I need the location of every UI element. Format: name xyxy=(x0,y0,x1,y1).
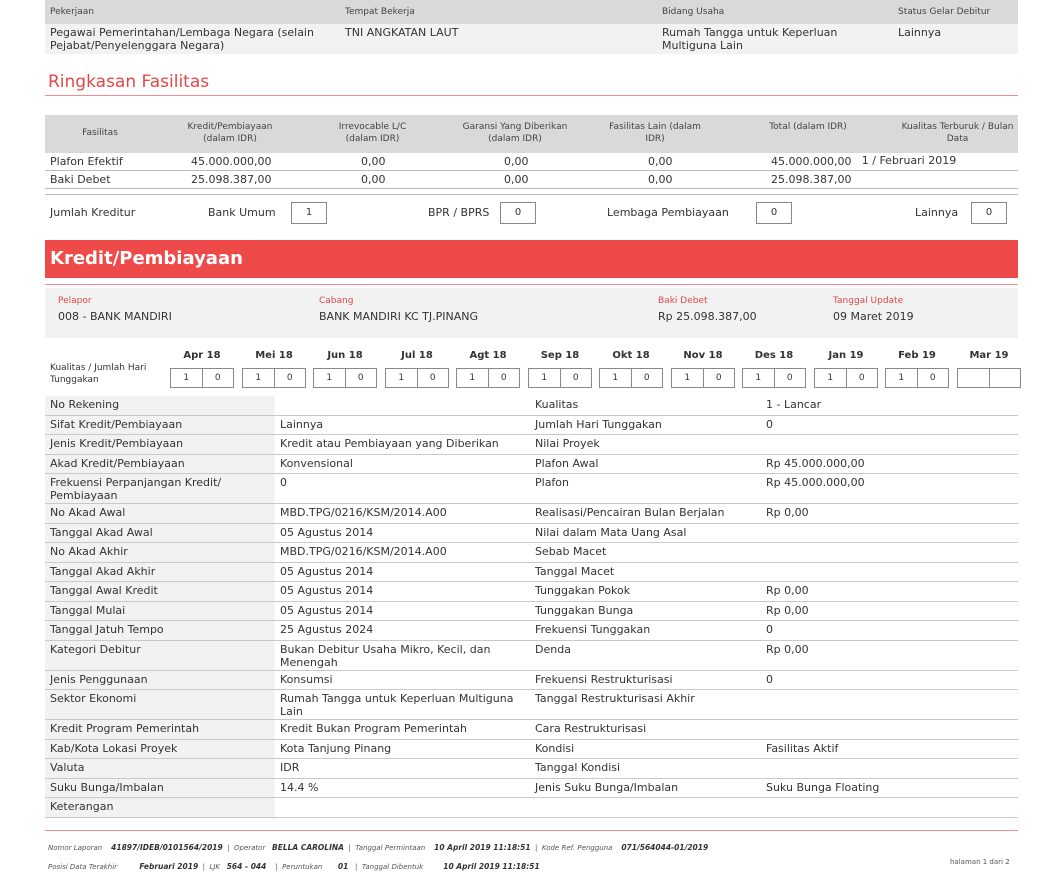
detail-row xyxy=(45,690,1018,720)
detail-label: Jenis Penggunaan xyxy=(45,671,275,690)
detail-label: Frekuensi Perpanjangan Kredit/ Pembiayaan xyxy=(45,474,275,503)
baki-value: Rp 25.098.387,00 xyxy=(658,310,757,323)
tglminta-label: Tanggal Permintaan xyxy=(355,844,426,852)
quality-value: 1 xyxy=(255,373,262,383)
month-quality-box xyxy=(814,368,878,388)
detail-label: Sifat Kredit/Pembiayaan xyxy=(45,416,275,435)
days-overdue-value: 0 xyxy=(274,369,306,387)
detail-value: 1 - Lancar xyxy=(766,398,822,411)
facility-summary-table xyxy=(45,115,1018,189)
quality-value: 1 xyxy=(827,373,834,383)
detail-label: Tunggakan Bunga xyxy=(535,603,634,617)
detail-row xyxy=(45,504,1018,524)
quality-value xyxy=(958,369,989,387)
detail-label: Tanggal Mulai xyxy=(45,602,275,621)
debtor-job-table xyxy=(45,0,1018,54)
detail-value: Konsumsi xyxy=(280,672,333,686)
detail-value: 05 Agustus 2014 xyxy=(280,564,374,578)
month-label: Okt 18 xyxy=(612,350,650,361)
month-quality-box xyxy=(242,368,306,388)
col-status-gelar: Status Gelar Debitur xyxy=(898,6,991,17)
detail-label: Tanggal Restrukturisasi Akhir xyxy=(535,692,695,705)
lembaga-label: Lembaga Pembiayaan xyxy=(607,206,729,219)
summary-cell: 0,00 xyxy=(361,173,386,186)
cabang-label: Cabang xyxy=(319,296,354,306)
detail-label: Cara Restrukturisasi xyxy=(535,722,647,735)
summary-cell: 25.098.387,00 xyxy=(191,173,272,186)
month-quality-box xyxy=(313,368,377,388)
posisi-label: Posisi Data Terakhir xyxy=(48,863,118,871)
val-status-gelar: Lainnya xyxy=(898,26,942,39)
baki-label: Baki Debet xyxy=(658,296,708,306)
month-quality-box xyxy=(742,368,806,388)
detail-label: Jenis Suku Bunga/Imbalan xyxy=(535,780,679,794)
month-label: Apr 18 xyxy=(183,350,221,361)
days-overdue-value: 0 xyxy=(631,369,663,387)
footer-line-1: Nomor Laporan 41897/IDEB/0101564/2019 | Operator BELLA CAROLINA | Tanggal Permintaan 10 April 2019 11:18:51 | Kode Ref. Pengguna 071/564044-01/2019 xyxy=(48,843,709,852)
detail-label: Jumlah Hari Tunggakan xyxy=(535,417,662,431)
credit-detail-table xyxy=(45,396,1018,818)
detail-value: Lainnya xyxy=(280,417,324,431)
operator-value: BELLA CAROLINA xyxy=(272,843,344,852)
divider xyxy=(45,284,1018,285)
summary-cell: 45.000.000,00 xyxy=(191,155,272,168)
cabang-value: BANK MANDIRI KC TJ.PINANG xyxy=(319,310,478,323)
kredit-section-title: Kredit/Pembiayaan xyxy=(45,240,1018,278)
detail-value: Rp 45.000.000,00 xyxy=(766,476,865,489)
days-overdue-value: 0 xyxy=(488,369,520,387)
pelapor-value: 008 - BANK MANDIRI xyxy=(58,310,172,323)
month-label: Des 18 xyxy=(754,350,794,361)
peruntukan-value: 01 xyxy=(337,862,349,871)
col-bidang-usaha: Bidang Usaha xyxy=(662,6,725,17)
detail-row xyxy=(45,621,1018,641)
summary-cell: 0,00 xyxy=(648,173,673,186)
detail-value: 0 xyxy=(280,476,287,489)
month-label: Jun 18 xyxy=(327,350,363,361)
detail-value: 05 Agustus 2014 xyxy=(280,603,374,617)
detail-value: 25 Agustus 2024 xyxy=(280,623,374,636)
creditor-count-label: Jumlah Kreditur xyxy=(50,206,136,219)
summary-header xyxy=(45,115,1018,153)
detail-label: Sebab Macet xyxy=(535,545,607,558)
month-label: Sep 18 xyxy=(540,350,580,361)
summary-cell: Plafon Efektif xyxy=(50,155,123,168)
nomor-value: 41897/IDEB/0101564/2019 xyxy=(111,843,223,852)
days-overdue-value: 0 xyxy=(846,369,878,387)
detail-label: Kondisi xyxy=(535,741,575,755)
detail-label: Valuta xyxy=(45,759,275,778)
detail-row xyxy=(45,740,1018,760)
detail-label: Nilai dalam Mata Uang Asal xyxy=(535,525,687,539)
ljk-label: LJK xyxy=(209,863,221,871)
detail-value: Rp 0,00 xyxy=(766,506,809,519)
detail-label: Kab/Kota Lokasi Proyek xyxy=(45,740,275,759)
detail-label: Kualitas xyxy=(535,398,579,411)
detail-label: Jenis Kredit/Pembiayaan xyxy=(45,435,275,454)
lainnya-count: 0 xyxy=(971,202,1007,224)
detail-label: Plafon Awal xyxy=(535,456,599,470)
month-quality-box xyxy=(385,368,449,388)
tglbentuk-label: Tanggal Dibentuk xyxy=(361,863,424,871)
days-overdue-value: 0 xyxy=(345,369,377,387)
detail-value: 14.4 % xyxy=(280,780,319,794)
summary-cell: Baki Debet xyxy=(50,173,111,186)
detail-value: 0 xyxy=(766,417,773,431)
detail-label: Plafon xyxy=(535,476,570,489)
quality-value: 1 xyxy=(684,373,691,383)
detail-value: Rp 45.000.000,00 xyxy=(766,456,865,470)
bpr-count: 0 xyxy=(500,202,536,224)
summary-cell: 0,00 xyxy=(504,173,529,186)
quality-value: 1 xyxy=(755,373,762,383)
ljk-value: 564 - 044 xyxy=(226,862,267,871)
month-label: Agt 18 xyxy=(469,350,507,361)
page-number: halaman 1 dari 2 xyxy=(950,858,1010,866)
detail-value: Rp 0,00 xyxy=(766,642,809,656)
days-overdue-value xyxy=(989,369,1021,387)
val-tempat-bekerja: TNI ANGKATAN LAUT xyxy=(345,26,459,39)
summary-cell: 0,00 xyxy=(504,155,529,168)
detail-row xyxy=(45,582,1018,602)
detail-row xyxy=(45,524,1018,544)
days-overdue-value: 0 xyxy=(560,369,592,387)
detail-value: Kredit atau Pembiayaan yang Diberikan xyxy=(280,437,499,450)
days-overdue-value: 0 xyxy=(774,369,806,387)
detail-value: Fasilitas Aktif xyxy=(766,741,839,755)
detail-row xyxy=(45,455,1018,475)
detail-row xyxy=(45,798,1018,818)
bank-umum-label: Bank Umum xyxy=(208,206,276,219)
kode-label: Kode Ref. Pengguna xyxy=(541,844,613,852)
detail-row xyxy=(45,671,1018,691)
detail-row xyxy=(45,396,1018,416)
summary-cell: 0,00 xyxy=(648,155,673,168)
detail-value: Suku Bunga Floating xyxy=(766,780,880,794)
summary-cell: 25.098.387,00 xyxy=(771,173,852,186)
detail-label: Tanggal Awal Kredit xyxy=(45,582,275,601)
detail-label: Tanggal Macet xyxy=(535,564,615,578)
debtor-job-header xyxy=(45,0,1018,24)
month-label: Mei 18 xyxy=(255,350,293,361)
summary-cell: 0,00 xyxy=(361,155,386,168)
detail-row xyxy=(45,474,1018,504)
detail-value: MBD.TPG/0216/KSM/2014.A00 xyxy=(280,545,447,558)
month-quality-box xyxy=(456,368,520,388)
quality-value: 1 xyxy=(541,373,548,383)
detail-value: Kota Tanjung Pinang xyxy=(280,741,392,755)
detail-value: Bukan Debitur Usaha Mikro, Kecil, dan Menengah xyxy=(280,642,491,669)
detail-label: Realisasi/Pencairan Bulan Berjalan xyxy=(535,506,725,519)
debtor-job-values xyxy=(45,24,1018,54)
month-quality-box xyxy=(885,368,949,388)
quality-value: 1 xyxy=(612,373,619,383)
update-value: 09 Maret 2019 xyxy=(833,310,914,323)
month-quality-box xyxy=(957,368,1021,388)
lainnya-label: Lainnya xyxy=(915,206,959,219)
detail-label: Frekuensi Tunggakan xyxy=(535,623,651,636)
bank-umum-count: 1 xyxy=(291,202,327,224)
footer-divider xyxy=(45,830,1018,831)
month-label: Jul 18 xyxy=(401,350,433,361)
month-quality-box xyxy=(671,368,735,388)
lembaga-count: 0 xyxy=(756,202,792,224)
detail-label: Suku Bunga/Imbalan xyxy=(45,779,275,798)
detail-value: Kredit Bukan Program Pemerintah xyxy=(280,722,467,735)
detail-label: Kredit Program Pemerintah xyxy=(45,720,275,739)
detail-row xyxy=(45,759,1018,779)
summary-col: Kredit/Pembiayaan (dalam IDR) xyxy=(187,122,273,144)
days-overdue-value: 0 xyxy=(703,369,735,387)
footer-line-2: Posisi Data Terakhir Februari 2019 | LJK 564 - 044 | Peruntukan 01 | Tanggal Dibentuk 10 April 2019 11:18:51 xyxy=(48,862,540,871)
detail-value: Rp 0,00 xyxy=(766,603,809,617)
detail-row xyxy=(45,720,1018,740)
detail-value: 05 Agustus 2014 xyxy=(280,584,374,597)
kualitas-label: Kualitas / Jumlah Hari Tunggakan xyxy=(50,363,147,385)
detail-value: MBD.TPG/0216/KSM/2014.A00 xyxy=(280,506,447,519)
col-pekerjaan: Pekerjaan xyxy=(50,6,95,17)
detail-row xyxy=(45,563,1018,583)
ringkasan-title: Ringkasan Fasilitas xyxy=(48,72,210,92)
tglbentuk-value: 10 April 2019 11:18:51 xyxy=(443,862,540,871)
detail-value: Konvensional xyxy=(280,456,353,470)
days-overdue-value: 0 xyxy=(417,369,449,387)
days-overdue-value: 0 xyxy=(917,369,949,387)
detail-value: Rp 0,00 xyxy=(766,584,809,597)
pelapor-label: Pelapor xyxy=(58,296,92,306)
month-label: Mar 19 xyxy=(969,350,1009,361)
detail-label: Nilai Proyek xyxy=(535,437,600,450)
detail-label: No Akad Akhir xyxy=(45,543,275,562)
update-label: Tanggal Update xyxy=(833,296,904,306)
detail-row xyxy=(45,602,1018,622)
col-tempat-bekerja: Tempat Bekerja xyxy=(345,6,415,17)
summary-cell: 45.000.000,00 xyxy=(771,155,852,168)
month-label: Jan 19 xyxy=(828,350,864,361)
detail-label: Tanggal Akad Akhir xyxy=(45,563,275,582)
detail-row xyxy=(45,543,1018,563)
detail-label: Sektor Ekonomi xyxy=(45,690,275,719)
days-overdue-value: 0 xyxy=(202,369,234,387)
detail-row xyxy=(45,641,1018,671)
creditor-count-row xyxy=(45,194,1018,228)
detail-value: 0 xyxy=(766,672,773,686)
posisi-value: Februari 2019 xyxy=(139,862,199,871)
kode-value: 071/564044-01/2019 xyxy=(621,843,709,852)
detail-label: Denda xyxy=(535,642,571,656)
detail-label: Keterangan xyxy=(45,798,275,817)
detail-label: Frekuensi Restrukturisasi xyxy=(535,672,673,686)
operator-label: Operator xyxy=(234,844,266,852)
reporter-box xyxy=(45,288,1018,338)
detail-value: 05 Agustus 2014 xyxy=(280,525,374,539)
detail-label: Akad Kredit/Pembiayaan xyxy=(45,455,275,474)
summary-row xyxy=(45,171,1018,189)
detail-label: No Rekening xyxy=(45,396,275,415)
month-quality-box xyxy=(528,368,592,388)
quality-value: 1 xyxy=(898,373,905,383)
quality-value: 1 xyxy=(469,373,476,383)
detail-label: Tanggal Akad Awal xyxy=(45,524,275,543)
detail-value: Rumah Tangga untuk Keperluan Multiguna Lain xyxy=(280,692,514,718)
summary-col: Garansi Yang Diberikan (dalam IDR) xyxy=(462,122,568,144)
peruntukan-label: Peruntukan xyxy=(282,863,323,871)
month-label: Feb 19 xyxy=(898,350,936,361)
val-pekerjaan: Pegawai Pemerintahan/Lembaga Negara (selain Pejabat/Penyelenggara Negara) xyxy=(50,26,314,52)
val-bidang-usaha: Rumah Tangga untuk Keperluan Multiguna Lain xyxy=(662,26,838,52)
detail-label: No Akad Awal xyxy=(45,504,275,523)
worst-quality: 1 / Februari 2019 xyxy=(861,154,957,167)
detail-label: Tanggal Kondisi xyxy=(535,761,621,774)
month-quality-box xyxy=(599,368,663,388)
month-label: Nov 18 xyxy=(683,350,723,361)
detail-label: Kategori Debitur xyxy=(45,641,275,670)
divider xyxy=(45,95,1018,96)
summary-col: Fasilitas xyxy=(82,128,118,138)
detail-row xyxy=(45,416,1018,436)
nomor-label: Nomor Laporan xyxy=(48,844,103,852)
quality-value: 1 xyxy=(326,373,333,383)
summary-col: Kualitas Terburuk / Bulan Data xyxy=(901,122,1014,144)
summary-col: Fasilitas Lain (dalam IDR) xyxy=(609,122,701,144)
tglminta-value: 10 April 2019 11:18:51 xyxy=(434,843,531,852)
quality-value: 1 xyxy=(398,373,405,383)
detail-label: Tunggakan Pokok xyxy=(535,584,631,597)
month-quality-box xyxy=(170,368,234,388)
detail-row xyxy=(45,779,1018,799)
summary-col: Irrevocable L/C (dalam IDR) xyxy=(338,122,407,144)
detail-value: IDR xyxy=(280,761,300,774)
summary-col: Total (dalam IDR) xyxy=(769,122,847,132)
detail-value: 0 xyxy=(766,623,773,636)
bpr-label: BPR / BPRS xyxy=(428,206,490,219)
quality-value: 1 xyxy=(183,373,190,383)
detail-label: Tanggal Jatuh Tempo xyxy=(45,621,275,640)
detail-row xyxy=(45,435,1018,455)
